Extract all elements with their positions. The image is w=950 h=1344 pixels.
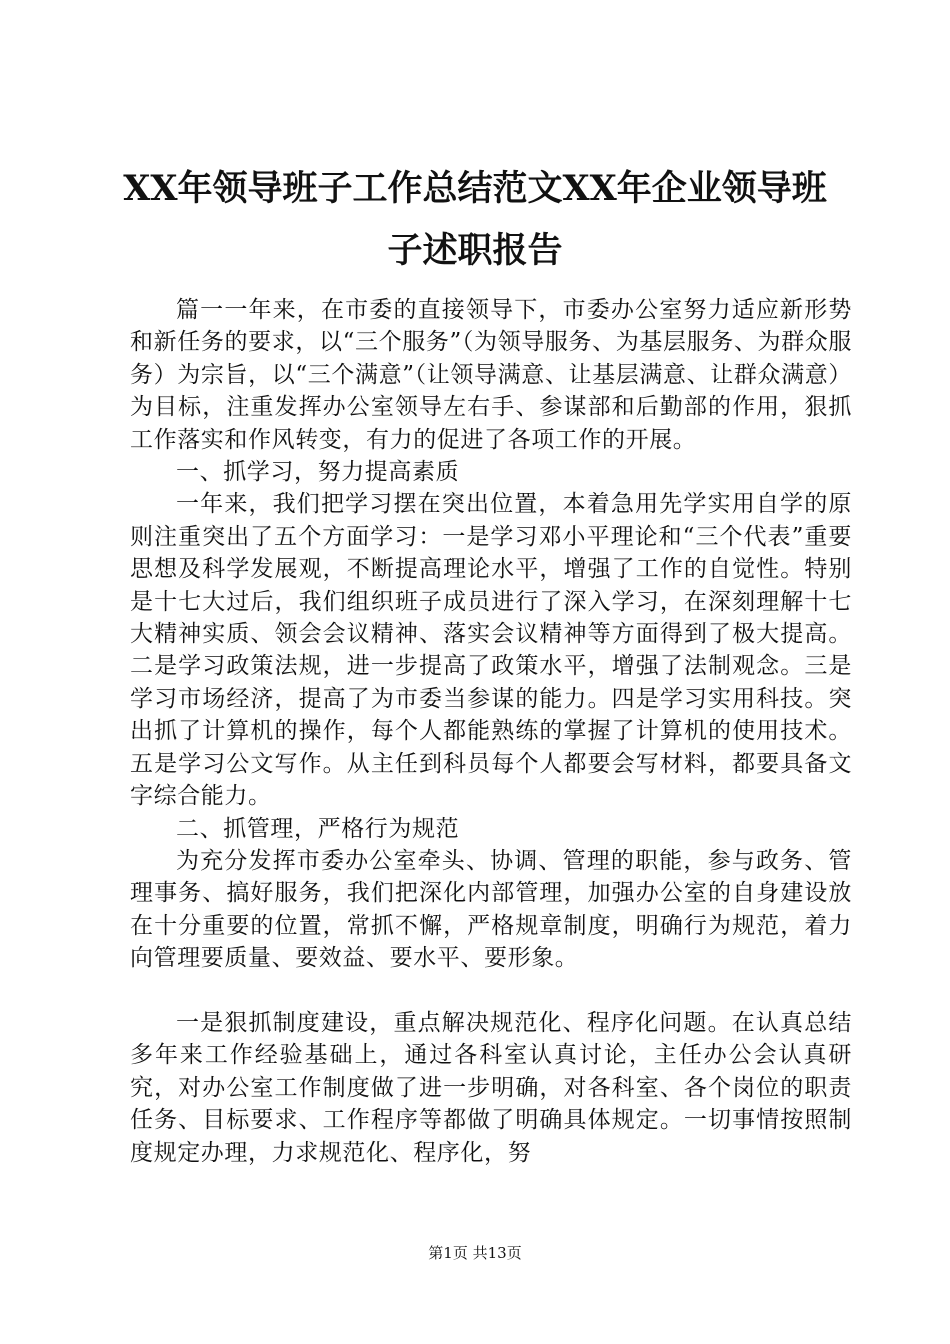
system-building-paragraph: 一是狠抓制度建设，重点解决规范化、程序化问题。在认真总结多年来工作经验基础上，通过各科室认真讨论，主任办公会认真研究，对办公室工作制度做了进一步明确，对各科室、各个岗位的职责任务、目标要求、工作程序等都做了明确具体规定。一切事情按照制度规定办理，力求规范化、程序化，努: [130, 1009, 852, 1166]
intro-paragraph: 篇一一年来，在市委的直接领导下，市委办公室努力适应新形势和新任务的要求，以“三个服务”（为领导服务、为基层服务、为群众服务）为宗旨，以“三个满意”（让领导满意、让基层满意、让群众满意）为目标，注重发挥办公室领导左右手、参谋部和后勤部的作用，狠抓工作落实和作风转变，有力的促进了各项工作的开展。: [130, 297, 852, 453]
section-heading-study: 一、抓学习，努力提高素质: [176, 459, 460, 486]
section-heading-management: 二、抓管理，严格行为规范: [176, 815, 460, 842]
management-paragraph: 为充分发挥市委办公室牵头、协调、管理的职能，参与政务、管理事务、搞好服务，我们把深化内部管理，加强办公室的自身建设放在十分重要的位置，常抓不懈，严格规章制度，明确行为规范，着力向管理要质量、要效益、要水平、要形象。: [130, 847, 852, 972]
study-paragraph: 一年来，我们把学习摆在突出位置，本着急用先学实用自学的原则注重突出了五个方面学习：一是学习邓小平理论和“三个代表”重要思想及科学发展观，不断提高理论水平，增强了工作的自觉性。特别是十七大过后，我们组织班子成员进行了深入学习，在深刻理解十七大精神实质、领会会议精神、落实会议精神等方面得到了极大提高。二是学习政策法规，进一步提高了政策水平，增强了法制观念。三是学习市场经济，提高了为市委当参谋的能力。四是学习实用科技。突出抓了计算机的操作，每个人都能熟练的掌握了计算机的使用技术。五是学习公文写作。从主任到科员每个人都要会写材料，都要具备文字综合能力。: [130, 491, 852, 810]
document-body: [130, 294, 852, 1169]
page-footer: 第1页 共13页: [428, 1244, 522, 1262]
paragraph-spacer: [130, 975, 852, 1007]
document-title: XX年领导班子工作总结范文XX年企业领导班子述职报告: [123, 168, 827, 271]
